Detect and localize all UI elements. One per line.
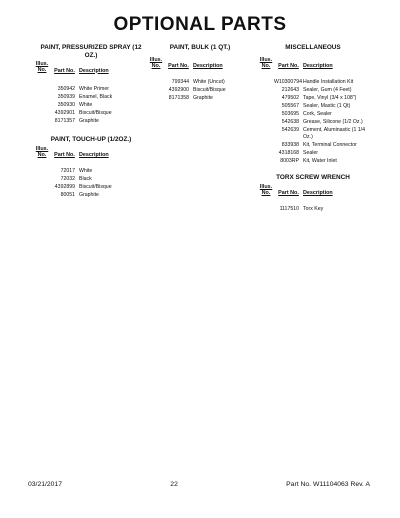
part-description: Biscuit/Bisque — [193, 87, 226, 94]
part-description: Kit, Water Inlet — [303, 157, 337, 164]
part-number: 833938 — [281, 141, 299, 148]
illus-cell — [34, 102, 50, 109]
table-row — [258, 158, 368, 165]
illus-cell — [34, 118, 50, 125]
part-no-header: Part No. — [278, 62, 299, 69]
part-number: 503695 — [281, 111, 299, 118]
illus-cell — [34, 94, 50, 101]
description-header: Description — [303, 62, 333, 69]
part-no-header: Part No. — [278, 189, 299, 196]
table-row — [34, 176, 148, 183]
part-no-header: Part No. — [168, 62, 189, 69]
table-row — [148, 95, 252, 102]
table-header — [258, 58, 368, 70]
description-header: Description — [79, 67, 109, 74]
illus-header: Illus. No. — [35, 145, 49, 158]
part-number: 4392900 — [168, 87, 189, 94]
part-description: White (Uncut) — [193, 79, 225, 86]
description-header: Description — [303, 189, 333, 196]
part-description: Grease, Silicone (1/2 Oz.) — [303, 119, 363, 126]
illus-cell — [258, 119, 274, 126]
part-description: Graphite — [79, 192, 99, 199]
page-footer — [28, 481, 370, 488]
part-number: 4392899 — [54, 184, 75, 191]
table-row — [258, 79, 368, 86]
table-row — [258, 103, 368, 110]
illus-cell — [34, 184, 50, 191]
illus-cell — [34, 168, 50, 175]
table-row — [34, 192, 148, 199]
part-number: 72032 — [60, 176, 75, 183]
illus-cell — [258, 206, 274, 213]
parts-list-torx — [258, 206, 368, 213]
part-description: Handle Installation Kit — [303, 79, 354, 86]
part-number: 505567 — [281, 103, 299, 110]
illus-header: Illus. No. — [259, 183, 273, 196]
part-number: W10300794 — [274, 79, 302, 86]
table-row — [34, 102, 148, 109]
illus-cell — [34, 86, 50, 93]
illus-cell — [34, 110, 50, 117]
table-row — [258, 87, 368, 94]
footer-part-number: Part No. W11104063 Rev. A — [286, 481, 370, 488]
part-number: 1117510 — [279, 206, 299, 213]
table-row — [258, 119, 368, 126]
parts-list-paint-spray — [34, 86, 148, 125]
table-row — [258, 95, 368, 102]
part-description: White — [79, 101, 93, 108]
part-description: Black — [79, 176, 92, 183]
section-title-paint-bulk: PAINT, BULK (1 QT.) — [169, 44, 231, 51]
part-number: 4392901 — [54, 109, 75, 116]
illus-cell — [258, 111, 274, 118]
part-description: White — [79, 168, 93, 175]
part-number: 72017 — [60, 168, 75, 175]
part-description: Graphite — [193, 95, 213, 102]
part-description: Sealer, Gum (4 Feet) — [303, 87, 352, 94]
table-header — [34, 62, 148, 74]
column-left — [34, 44, 148, 199]
part-number: 4318168 — [278, 149, 299, 156]
table-row — [258, 150, 368, 157]
illus-cell — [258, 158, 274, 165]
illus-cell — [34, 192, 50, 199]
parts-list-misc — [258, 79, 368, 164]
table-row — [34, 184, 148, 191]
table-header — [148, 58, 252, 70]
table-row — [148, 79, 252, 86]
part-description: Enamel, Black — [79, 93, 113, 100]
illus-cell — [148, 79, 164, 86]
illus-cell — [34, 176, 50, 183]
table-header — [258, 185, 368, 197]
part-no-header: Part No. — [54, 152, 75, 159]
section-title-torx: TORX SCREW WRENCH — [276, 174, 350, 182]
part-description: Tape, Vinyl (3/4 x 108") — [303, 95, 357, 102]
part-number: 479502 — [281, 95, 299, 102]
page-title: OPTIONAL PARTS — [113, 14, 287, 35]
parts-list-paint-touchup — [34, 168, 148, 199]
part-description: Sealer, Mastic (1 Qt) — [303, 103, 351, 110]
table-row — [258, 127, 368, 140]
illus-cell — [148, 87, 164, 94]
part-description: Biscuit/Bisque — [79, 184, 112, 191]
illus-cell — [148, 95, 164, 102]
part-number: 542639 — [281, 127, 299, 134]
part-number: 8003RP — [280, 157, 299, 164]
illus-cell — [258, 150, 274, 157]
illus-cell — [258, 79, 274, 86]
description-header: Description — [193, 62, 223, 69]
footer-date: 03/21/2017 — [28, 481, 63, 488]
table-row — [34, 110, 148, 117]
illus-cell — [258, 87, 274, 94]
part-number: 8171357 — [54, 117, 75, 124]
section-title-paint-touchup: PAINT, TOUCH-UP (1/2OZ.) — [50, 136, 132, 144]
part-description: White Primer — [79, 85, 109, 92]
illus-cell — [258, 142, 274, 149]
illus-header: Illus. No. — [259, 56, 273, 69]
illus-header: Illus. No. — [149, 56, 163, 69]
part-description: Torx Key — [303, 206, 324, 213]
column-middle — [148, 44, 252, 102]
part-no-header: Part No. — [54, 67, 75, 74]
section-title-misc: MISCELLANEOUS — [285, 44, 341, 51]
part-description: Cork, Sealer — [303, 111, 332, 118]
footer-page-number: 22 — [170, 481, 178, 488]
section-title-paint-spray: PAINT, PRESSURIZED SPRAY (12 OZ.) — [40, 44, 142, 59]
part-description: Sealer — [303, 149, 318, 156]
part-number: 8171358 — [168, 95, 189, 102]
table-row — [34, 118, 148, 125]
table-row — [34, 168, 148, 175]
table-header — [34, 147, 148, 159]
table-row — [148, 87, 252, 94]
illus-cell — [258, 95, 274, 102]
part-number: 542638 — [281, 119, 299, 126]
table-row — [258, 142, 368, 149]
part-number: 212643 — [281, 87, 299, 94]
parts-list-paint-bulk — [148, 79, 252, 102]
part-number: 350930 — [57, 101, 75, 108]
table-row — [258, 206, 368, 213]
part-number: 799344 — [171, 79, 189, 86]
illus-header: Illus. No. — [35, 61, 49, 74]
table-row — [34, 86, 148, 93]
part-description: Kit, Terminal Connector — [303, 141, 357, 148]
illus-cell — [258, 103, 274, 110]
part-number: 80051 — [60, 192, 75, 199]
table-row — [258, 111, 368, 118]
table-row — [34, 94, 148, 101]
part-description: Cement, Aluminastic (1 1/4 Oz.) — [303, 127, 365, 140]
description-header: Description — [79, 152, 109, 159]
part-description: Graphite — [79, 117, 99, 124]
part-number: 350939 — [57, 93, 75, 100]
part-description: Biscuit/Bisque — [79, 109, 112, 116]
illus-cell — [258, 127, 274, 140]
column-right — [258, 44, 368, 213]
part-number: 350942 — [57, 85, 75, 92]
